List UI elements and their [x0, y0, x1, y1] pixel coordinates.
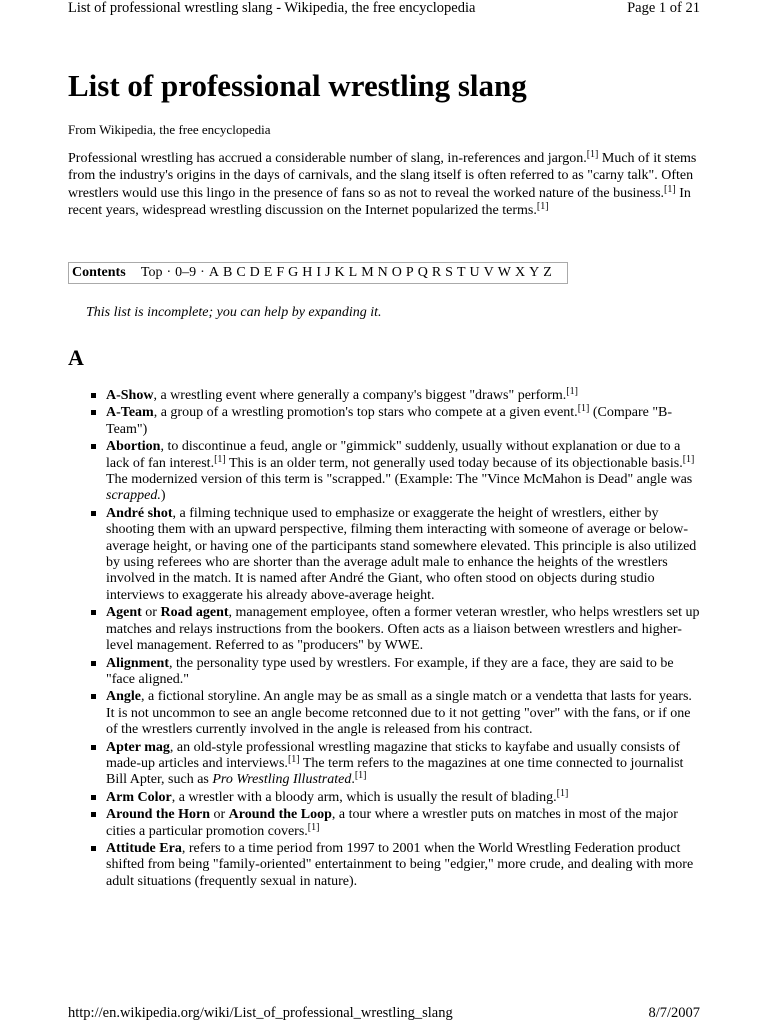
toc-link[interactable]: H: [302, 265, 313, 280]
toc-link[interactable]: Z: [543, 265, 552, 280]
text-run: In recent years, widespread wrestling discussion on the Internet popularized the terms.: [68, 185, 691, 218]
text-run: , a wrestler with a bloody arm, which is usually the result of blading.: [171, 789, 557, 805]
toc-link[interactable]: F: [276, 265, 285, 280]
text-run: The modernized version of this term is "scrapped." (Example: The "Vince McMahon is Dead" angle was: [106, 472, 693, 488]
page-title: List of professional wrestling slang: [68, 68, 527, 103]
toc-link[interactable]: D: [249, 265, 260, 280]
term-name[interactable]: A-Team: [106, 405, 154, 421]
text-run: , the personality type used by wrestlers. For example, if they are a face, they are said to be "face aligned.": [106, 655, 674, 687]
citation-ref[interactable]: [1]: [682, 453, 695, 465]
toc-link[interactable]: P: [405, 265, 414, 280]
contents-title: Contents: [72, 265, 126, 280]
toc-link[interactable]: E: [263, 265, 273, 280]
text-run: .: [351, 772, 355, 788]
list-item: [106, 841, 702, 890]
term-name[interactable]: Around the Loop: [228, 807, 332, 823]
toc-link[interactable]: K: [334, 265, 345, 280]
citation-ref[interactable]: [1]: [586, 149, 599, 160]
slang-list: [106, 388, 702, 891]
list-item: [106, 388, 702, 404]
term-name[interactable]: Apter mag: [106, 739, 170, 755]
toc-link[interactable]: N: [377, 265, 388, 280]
print-footer-date: 8/7/2007: [648, 1005, 700, 1021]
text-run: , a wrestling event where generally a company's biggest "draws" perform.: [153, 388, 567, 403]
text-run: or: [141, 605, 161, 621]
citation-ref[interactable]: [1]: [566, 386, 578, 397]
text-run: This is an older term, not generally used today because of its objectionable basis.: [225, 455, 683, 471]
italic-text: Pro Wrestling Illustrated: [212, 772, 352, 788]
toc-link[interactable]: X: [515, 265, 526, 280]
intro-paragraph: [68, 150, 708, 219]
term-name[interactable]: Agent: [106, 605, 142, 621]
citation-ref[interactable]: [1]: [536, 200, 549, 212]
term-name[interactable]: Angle: [106, 689, 141, 705]
toc-link[interactable]: T: [456, 265, 466, 280]
list-item: [106, 740, 702, 789]
text-run: , management employee, often a former veteran wrestler, who helps wrestlers set up matches and relays instructions from the bookers. Often acts as a liaison between wrestlers and higher-level management. Referred to as "producers" by WWE.: [106, 605, 700, 654]
text-run: , to discontinue a feud, angle or "gimmick" suddenly, usually without explanation or due to a lack of fan interest.: [106, 439, 681, 471]
text-run: (Compare "B-Team"): [106, 405, 673, 437]
citation-ref[interactable]: [1]: [354, 770, 367, 782]
toc-link[interactable]: V: [483, 265, 494, 280]
toc-link[interactable]: R: [431, 265, 442, 280]
term-name[interactable]: Alignment: [106, 655, 169, 671]
list-item: [106, 689, 702, 738]
text-run: , refers to a time period from 1997 to 2001 when the World Wrestling Federation product shifted from being "family-oriented" entertainment to being "edgier," more crude, and dealing with more adult situations (frequently sexual in nature).: [106, 840, 694, 889]
list-item: [106, 506, 702, 604]
section-heading-a: A: [68, 345, 84, 370]
list-item: [106, 405, 702, 438]
list-item: [106, 605, 702, 654]
text-run: , a group of a wrestling promotion's top stars who compete at a given event.: [153, 405, 578, 421]
text-run: , a filming technique used to emphasize or exaggerate the height of wrestlers, either by shooting them with an upward perspective, filming them interacting with someone of average or below-average height, or having one of the participants stand somewhere elevated. This principle is also utilized by using referees who are shorter than the average adult male to enhance the heights of the wrestlers involved in the match. It is named after André the Giant, who often stood on objects during studio interviews to exaggerate his already above-average height.: [106, 505, 697, 603]
term-name[interactable]: Around the Horn: [106, 807, 210, 823]
text-run: , an old-style professional wrestling magazine that sticks to kayfabe and usually consists of made-up articles and interviews.: [106, 739, 681, 771]
print-header-title: List of professional wrestling slang - Wikipedia, the free encyclopedia: [68, 0, 476, 16]
toc-link[interactable]: O: [391, 265, 402, 280]
citation-ref[interactable]: [1]: [307, 821, 320, 833]
text-run: The term refers to the magazines at one time connected to journalist Bill Apter, such as: [106, 755, 684, 788]
text-run: ): [160, 488, 166, 504]
toc-link[interactable]: B: [222, 265, 233, 280]
print-header-page: Page 1 of 21: [627, 0, 700, 16]
toc-link[interactable]: Q: [417, 265, 428, 280]
toc-link[interactable]: M: [361, 265, 374, 280]
citation-ref[interactable]: [1]: [556, 787, 569, 799]
toc-separator: ·: [166, 265, 172, 280]
toc-link[interactable]: U: [469, 265, 480, 280]
term-name[interactable]: Abortion: [106, 439, 161, 455]
toc-link[interactable]: A: [208, 265, 219, 280]
print-footer-url: http://en.wikipedia.org/wiki/List_of_professional_wrestling_slang: [68, 1005, 453, 1021]
list-item: [106, 439, 702, 505]
toc-link[interactable]: I: [316, 265, 322, 280]
term-name[interactable]: Road agent: [160, 605, 229, 621]
site-sub: From Wikipedia, the free encyclopedia: [68, 122, 271, 137]
incomplete-notice: This list is incomplete; you can help by expanding it.: [86, 305, 382, 320]
term-name[interactable]: A-Show: [106, 388, 154, 403]
term-name[interactable]: André shot: [106, 505, 173, 521]
toc-link[interactable]: S: [445, 265, 453, 280]
toc-separator: ·: [200, 265, 205, 280]
toc-link[interactable]: L: [348, 265, 358, 280]
text-run: Much of it stems from the industry's origins in the days of carnivals, and the slang itself is often referred to as "carny talk". Often wrestlers would use this lingo in the presence of fans so as not to reveal the worked nature of the business.: [68, 151, 697, 201]
text-run: Professional wrestling has accrued a considerable number of slang, in-references and jargon.: [68, 151, 587, 166]
contents-box: [68, 262, 568, 284]
text-run: , a fictional storyline. An angle may be as small as a single match or a vendetta that lasts for years. It is not uncommon to see an angle become retconned due to it not getting "over" with the fans, or if one of the wrestlers currently involved in the angle is released from his contract.: [106, 689, 692, 738]
toc-link[interactable]: Y: [529, 265, 540, 280]
citation-ref[interactable]: [1]: [214, 453, 226, 465]
toc-link[interactable]: J: [325, 265, 331, 280]
text-run: or: [209, 807, 229, 823]
list-item: [106, 787, 702, 806]
toc-link[interactable]: C: [236, 265, 246, 280]
toc-link[interactable]: Top: [140, 265, 163, 280]
toc-link[interactable]: G: [288, 265, 299, 280]
citation-ref[interactable]: [1]: [287, 753, 300, 765]
list-item: [106, 656, 702, 689]
list-item: [106, 807, 702, 840]
citation-ref[interactable]: [1]: [664, 183, 676, 195]
text-run: , a tour where a wrestler puts on matches in most of the major cities a particular promotion covers.: [106, 807, 678, 839]
citation-ref[interactable]: [1]: [577, 403, 590, 415]
term-name[interactable]: Attitude Era: [106, 840, 182, 856]
toc-link[interactable]: W: [497, 265, 511, 280]
toc-link[interactable]: 0–9: [175, 265, 197, 280]
italic-text: scrapped.: [106, 488, 161, 504]
term-name[interactable]: Arm Color: [106, 789, 172, 805]
